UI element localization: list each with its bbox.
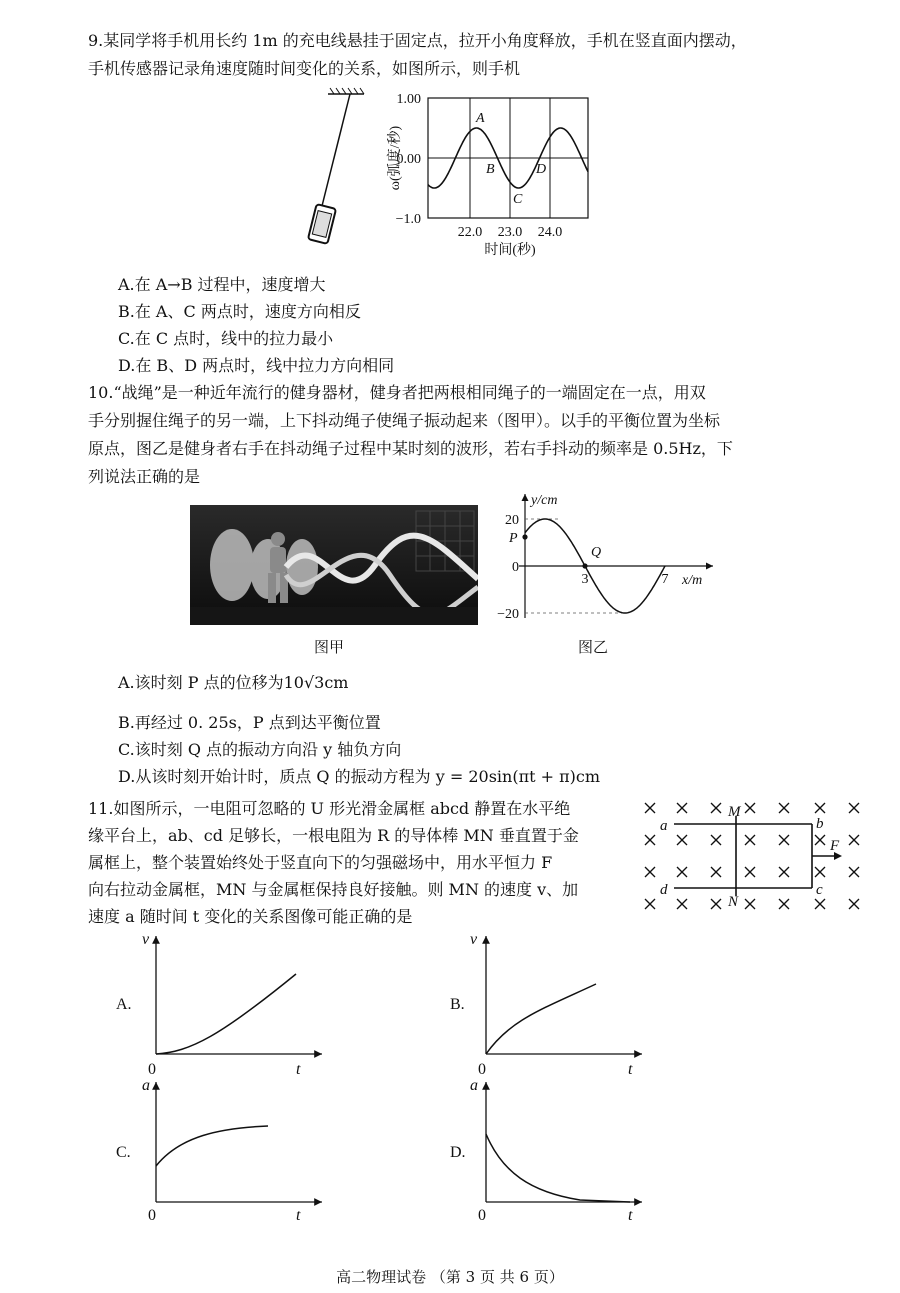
wave-x-label: x/m [682,573,703,588]
x-tick-23: 23.0 [497,225,523,240]
graph-c-yvar: a [142,1077,150,1094]
q11-stem-line5: 速度 a 随时间 t 变化的关系图像可能正确的是 [88,907,413,926]
graph-option-a [116,931,322,1078]
wave-y-tick-neg20: −20 [497,607,519,622]
wave-y-tick-20: 20 [505,513,519,528]
label-d: d [660,882,668,898]
fig-jia-caption: 图甲 [314,638,345,656]
q10-option-d: D.从该时刻开始计时，质点 Q 的振动方程为 y = 20sin(πt + π)cm [118,767,600,786]
graph-option-d [450,1077,642,1224]
pendulum-string [322,94,350,206]
wave-x-tick-7: 7 [661,572,669,587]
q10-stem-line1: 10.“战绳”是一种近年流行的健身器材，健身者把两根相同绳子的一端固定在一点，用双 [88,383,706,402]
phone-icon [308,204,336,244]
graph-d-origin: 0 [478,1207,486,1224]
graph-c-xvar: t [296,1207,301,1224]
graph-d-label: D. [450,1144,466,1161]
label-b: b [816,816,824,832]
point-C: C [513,192,523,207]
graph-b-label: B. [450,996,465,1013]
q11-stem-line3: 属框上，整个装置始终处于竖直向下的匀强磁场中，用水平恒力 F [88,853,553,872]
wave-y-label: y/cm [531,493,558,508]
point-A: A [476,111,485,126]
x-axis-label: 时间(秒) [484,243,536,258]
q9-option-c: C.在 C 点时，线中的拉力最小 [118,329,334,348]
q11-stem-line4: 向右拉动金属框，MN 与金属框保持良好接触。则 MN 的速度 v、加 [88,880,579,899]
graph-c-origin: 0 [148,1207,156,1224]
magnetic-field-circuit [636,796,868,918]
q10-option-a: A.该时刻 P 点的位移为10√3cm [118,673,349,692]
u-frame [674,824,812,888]
point-B: B [486,162,495,177]
graph-d-yvar: a [470,1077,478,1094]
page-footer: 高二物理试卷 （第 3 页 共 6 页） [336,1268,564,1286]
label-c: c [816,882,823,898]
point-P: P [509,531,518,546]
point-Q: Q [591,545,602,560]
q11-stem-line1: 11.如图所示，一电阻可忽略的 U 形光滑金属框 abcd 静置在水平绝 [88,799,571,818]
q10-stem-line4: 列说法正确的是 [88,467,201,486]
y-tick-0: 0.00 [396,152,421,167]
wave-y-tick-0: 0 [512,560,519,575]
graph-a-origin: 0 [148,1061,156,1078]
x-tick-22: 22.0 [457,225,483,240]
point-D: D [536,162,547,177]
q11-stem-line2: 缘平台上，ab、cd 足够长，一根电阻为 R 的导体棒 MN 垂直置于金 [88,826,579,845]
wave-figure [495,490,720,625]
wave-x-tick-3: 3 [581,572,589,587]
graph-b-xvar: t [628,1061,633,1078]
graph-b-origin: 0 [478,1061,486,1078]
q10-option-b: B.再经过 0. 25s，P 点到达平衡位置 [118,713,381,732]
q9-option-d: D.在 B、D 两点时，线中拉力方向相同 [118,356,395,375]
q11-answer-graphs [110,928,670,1228]
q9-stem-line2: 手机传感器记录角速度随时间变化的关系，如图所示，则手机 [88,59,521,78]
q10-stem-line2: 手分别握住绳子的另一端，上下抖动绳子使绳子振动起来（图甲）。以手的平衡位置为坐标 [88,411,721,430]
label-M: M [728,804,741,820]
graph-a-yvar: v [142,931,150,948]
q10-stem-line3: 原点，图乙是健身者右手在抖动绳子过程中某时刻的波形，若右手抖动的频率是 0.5Hz，下 [88,439,733,458]
point-P-dot [522,534,527,539]
q9-figure [300,86,600,262]
label-a: a [660,818,668,834]
q9-option-a: A.在 A→B 过程中，速度增大 [118,275,326,294]
graph-a-label: A. [116,996,132,1013]
graph-c-label: C. [116,1144,131,1161]
q10-option-c: C.该时刻 Q 点的振动方向沿 y 轴负方向 [118,740,402,759]
q9-option-b: B.在 A、C 两点时，速度方向相反 [118,302,361,321]
graph-option-b [450,931,642,1078]
graph-a-xvar: t [296,1061,301,1078]
label-N: N [728,894,739,910]
q9-stem-line1: 9.某同学将手机用长约 1m 的充电线悬挂于固定点，拉开小角度释放，手机在竖直面内摆动， [88,31,747,50]
y-tick-1: 1.00 [396,92,421,107]
point-Q-dot [582,563,587,568]
battle-rope-photo [190,505,478,625]
x-tick-24: 24.0 [537,225,563,240]
label-F: F [830,838,840,854]
graph-b-yvar: v [470,931,478,948]
graph-option-c [116,1077,322,1224]
y-tick-neg1: −1.0 [395,212,421,227]
y-axis-label: ω(弧度/秒) [388,125,403,191]
fig-yi-caption: 图乙 [578,638,609,656]
graph-d-xvar: t [628,1207,633,1224]
